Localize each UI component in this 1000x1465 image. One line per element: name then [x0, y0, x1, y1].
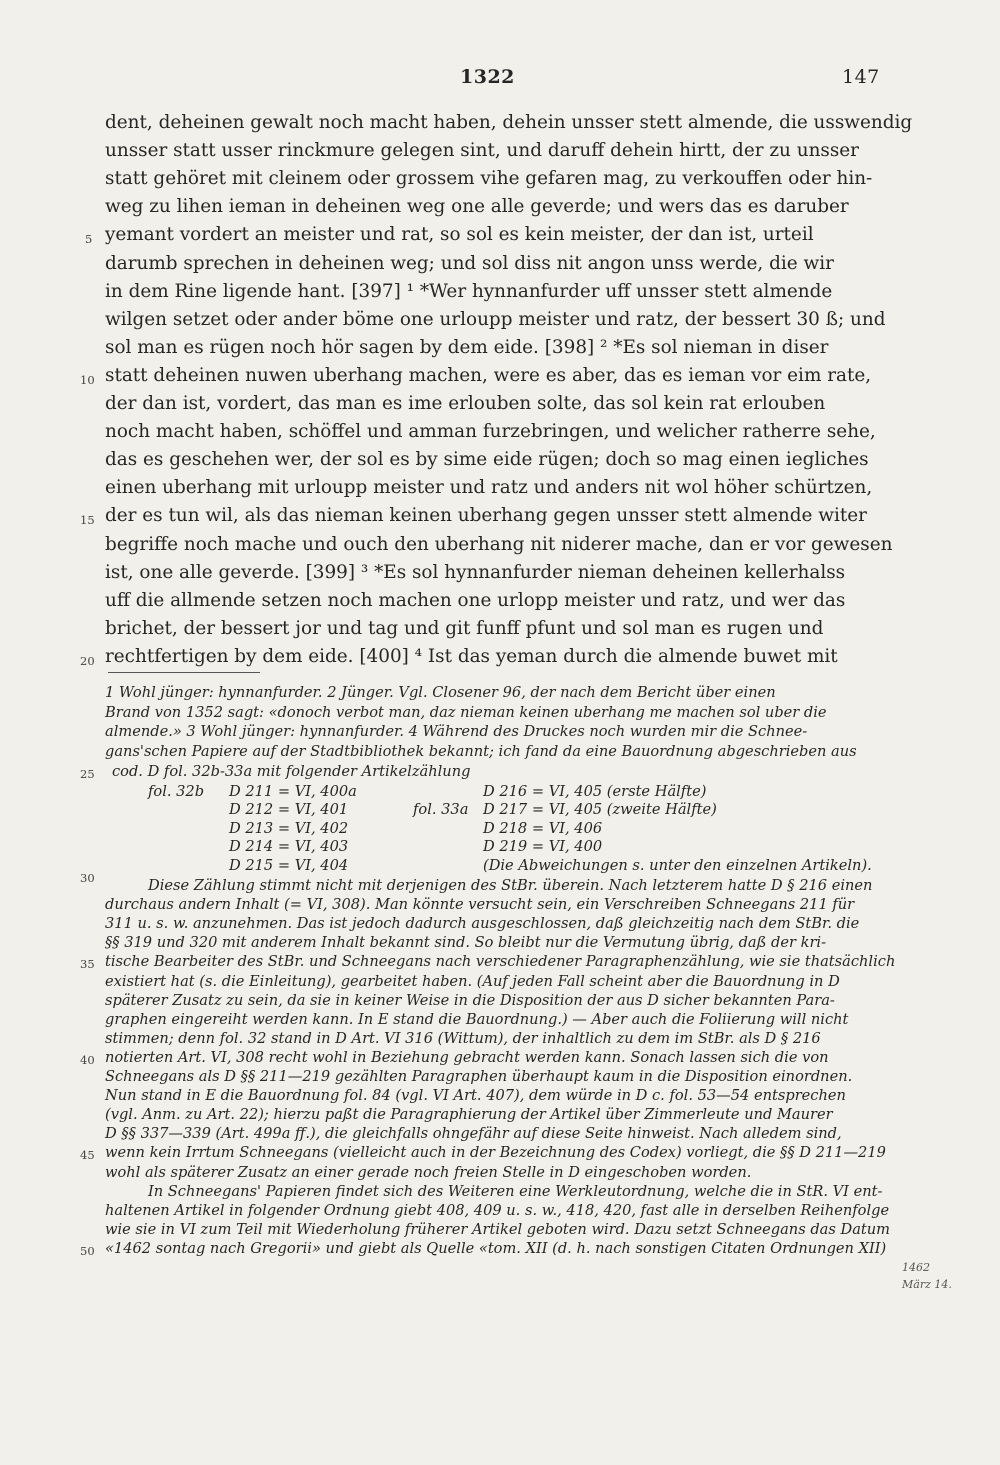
- table-entry: D 218 = VI, 406: [483, 819, 603, 837]
- footnote-line: haltenen Artikel in folgender Ordnung giebt 408, 409 u. s. w., 418, 420, fast alle in derselben Reihenfolge: [105, 1201, 890, 1219]
- main-text-line: yemant vordert an meister und rat, so sol es kein meister, der dan ist, urteil: [105, 224, 814, 246]
- footnote-line: wohl als späterer Zusatz an einer gerade noch freien Stelle in D eingeschoben worden.: [105, 1163, 752, 1181]
- footnote-line: 311 u. s. w. anzunehmen. Das ist jedoch dadurch ausgeschlossen, daß gleichzeitig nach dem StBr. die: [105, 915, 860, 933]
- footnote-line: wenn kein Irrtum Schneegans (vielleicht auch in der Bezeichnung des Codex) vorliegt, die §§ D 211—219: [105, 1144, 886, 1162]
- main-text-line: der es tun wil, als das nieman keinen uberhang gegen unsser stett almende witer: [105, 505, 867, 527]
- margin-note-date: März 14.: [902, 1278, 952, 1291]
- main-text-line: brichet, der bessert jor und tag und git funff pfunt und sol man es rugen und: [105, 617, 824, 639]
- main-text-line: rechtfertigen by dem eide. [400] ⁴ Ist das yeman durch die almende buwet mit: [105, 645, 838, 667]
- line-number: 15: [80, 513, 95, 528]
- table-entry: D 217 = VI, 405 (zweite Hälfte): [483, 801, 717, 818]
- main-text-line: der dan ist, vordert, das man es ime erlouben solte, das sol kein rat erlouben: [105, 393, 826, 414]
- main-text-line: das es geschehen wer, der sol es by sime eide rügen; doch so mag einen iegliches: [105, 449, 869, 471]
- line-number: 20: [80, 653, 95, 668]
- footnote-line: D §§ 337—339 (Art. 499a ff.), die gleichfalls ohngefähr auf diese Seite hinweist. Nach alledem sind,: [105, 1125, 842, 1143]
- footnote-line: späterer Zusatz zu sein, da sie in keiner Weise in die Disposition der aus D sicher bekannten Para-: [105, 991, 835, 1009]
- margin-note-year: 1462: [902, 1261, 930, 1274]
- main-text-line: uff die allmende setzen noch machen one urlopp meister und ratz, und wer das: [105, 589, 846, 611]
- main-text-line: dent, deheinen gewalt noch macht haben, dehein unsser stett almende, die usswendig: [105, 112, 913, 133]
- main-text-line: noch macht haben, schöffel und amman furzebringen, und welicher ratherre sehe,: [105, 421, 876, 443]
- footnote-line: §§ 319 und 320 mit anderem Inhalt bekannt sind. So bleibt nur die Vermutung übrig, daß der kri-: [105, 934, 827, 952]
- footnote-line: Nun stand in E die Bauordnung fol. 84 (vgl. VI Art. 407), dem würde in D c. fol. 53—54 entsprechen: [105, 1087, 846, 1105]
- footnote-line: Schneegans als D §§ 211—219 gezählten Paragraphen überhaupt kaum in die Disposition einordnen.: [105, 1068, 853, 1085]
- page-number: 147: [842, 66, 880, 88]
- main-text-line: statt deheinen nuwen uberhang machen, were es aber, das es ieman vor eim rate,: [105, 364, 872, 386]
- footnote-line: notierten Art. VI, 308 recht wohl in Beziehung gebracht werden kann. Sonach lassen sich die von: [105, 1048, 829, 1066]
- main-text-line: begriffe noch mache und ouch den uberhang nit niderer mache, dan er vor gewesen: [105, 533, 893, 555]
- table-entry: D 219 = VI, 400: [483, 838, 603, 855]
- table-entry: (Die Abweichungen s. unter den einzelnen Artikeln).: [483, 856, 872, 874]
- footnote-line: stimmen; denn fol. 32 stand in D Art. VI 316 (Wittum), der inhaltlich zu dem im StBr. als D § 216: [105, 1029, 821, 1047]
- main-text-line: wilgen setzet oder ander böme one urloupp meister und ratz, der bessert 30 ß; und: [105, 308, 886, 330]
- footnote-line: durchaus andern Inhalt (= VI, 308). Man könnte versucht sein, ein Verschreiben Schneegans 211 für: [105, 896, 855, 914]
- running-header-year: 1322: [460, 66, 515, 88]
- footnote-line: cod. D fol. 32b-33a mit folgender Artikelzählung: [112, 762, 471, 780]
- table-entry: D 214 = VI, 403: [229, 838, 349, 855]
- footnote-line: wie sie in VI zum Teil mit Wiederholung früherer Artikel geboten wird. Dazu setzt Schneegans das Datum: [105, 1220, 891, 1238]
- table-fol-label: fol. 32b: [148, 782, 205, 800]
- table-entry: D 216 = VI, 405 (erste Hälfte): [483, 782, 707, 800]
- footnote-line: In Schneegans' Papieren findet sich des Weiteren eine Werkleutordnung, welche die in StR. VI ent-: [148, 1182, 883, 1200]
- footnote-line: (vgl. Anm. zu Art. 22); hierzu paßt die Paragraphierung der Artikel über Zimmerleute und Maurer: [105, 1106, 833, 1124]
- footnote-line: Diese Zählung stimmt nicht mit derjenigen des StBr. überein. Nach letzterem hatte D § 216 einen: [148, 877, 873, 894]
- footnote-line: Brand von 1352 sagt: «donoch verbot man, daz nieman keinen uberhang me machen sol uber die: [105, 703, 827, 721]
- footnote-line: gans'schen Papiere auf der Stadtbibliothek bekannt; ich fand da eine Bauordnung abgeschrieben aus: [105, 743, 857, 761]
- table-entry: D 215 = VI, 404: [229, 856, 349, 874]
- main-text-line: statt gehöret mit cleinem oder grossem vihe gefaren mag, zu verkouffen oder hin-: [105, 168, 873, 190]
- line-number: 45: [80, 1148, 95, 1163]
- footnote-line: 1 Wohl jünger: hynnanfurder. 2 Jünger. Vgl. Closener 96, der nach dem Bericht über einen: [105, 684, 776, 701]
- main-text-line: ist, one alle geverde. [399] ³ *Es sol hynnanfurder nieman deheinen kellerhalss: [105, 561, 846, 583]
- line-number: 5: [85, 232, 93, 247]
- line-number: 25: [80, 766, 95, 781]
- table-entry: D 213 = VI, 402: [229, 819, 349, 837]
- footnote-line: graphen eingereiht werden kann. In E stand die Bauordnung.) — Aber auch die Foliierung will nicht: [105, 1010, 849, 1028]
- footnote-rule: [108, 672, 260, 673]
- footnote-line: «1462 sontag nach Gregorii» und giebt als Quelle «tom. XII (d. h. nach sonstigen Citaten Ordnungen XII): [105, 1239, 887, 1257]
- line-number: 35: [80, 957, 95, 972]
- footnote-line: existiert hat (s. die Einleitung), gearbeitet haben. (Auf jeden Fall scheint aber die Bauordnung in D: [105, 972, 840, 990]
- table-entry: D 211 = VI, 400a: [229, 782, 357, 800]
- line-number: 30: [80, 870, 95, 885]
- table-entry: D 212 = VI, 401: [229, 801, 349, 818]
- main-text-line: einen uberhang mit urloupp meister und ratz und anders nit wol höher schürtzen,: [105, 477, 873, 499]
- footnote-line: almende.» 3 Wohl jünger: hynnanfurder. 4 Während des Druckes noch wurden mir die Schnee-: [105, 723, 808, 741]
- main-text-line: in dem Rine ligende hant. [397] ¹ *Wer hynnanfurder uff unsser stett almende: [105, 280, 833, 302]
- line-number: 40: [80, 1052, 95, 1067]
- main-text-line: sol man es rügen noch hör sagen by dem eide. [398] ² *Es sol nieman in diser: [105, 336, 829, 358]
- footnote-line: tische Bearbeiter des StBr. und Schneegans nach verschiedener Paragraphenzählung, wie sie thatsächlich: [105, 953, 896, 971]
- main-text-line: weg zu lihen ieman in deheinen weg one alle geverde; und wers das es daruber: [105, 196, 849, 218]
- main-text-line: unsser statt usser rinckmure gelegen sint, und daruff dehein hirtt, der zu unsser: [105, 140, 859, 162]
- main-text-line: darumb sprechen in deheinen weg; und sol diss nit angon unss werde, die wir: [105, 252, 834, 274]
- line-number: 50: [80, 1243, 95, 1258]
- table-fol-label: fol. 33a: [413, 801, 469, 818]
- line-number: 10: [80, 372, 95, 387]
